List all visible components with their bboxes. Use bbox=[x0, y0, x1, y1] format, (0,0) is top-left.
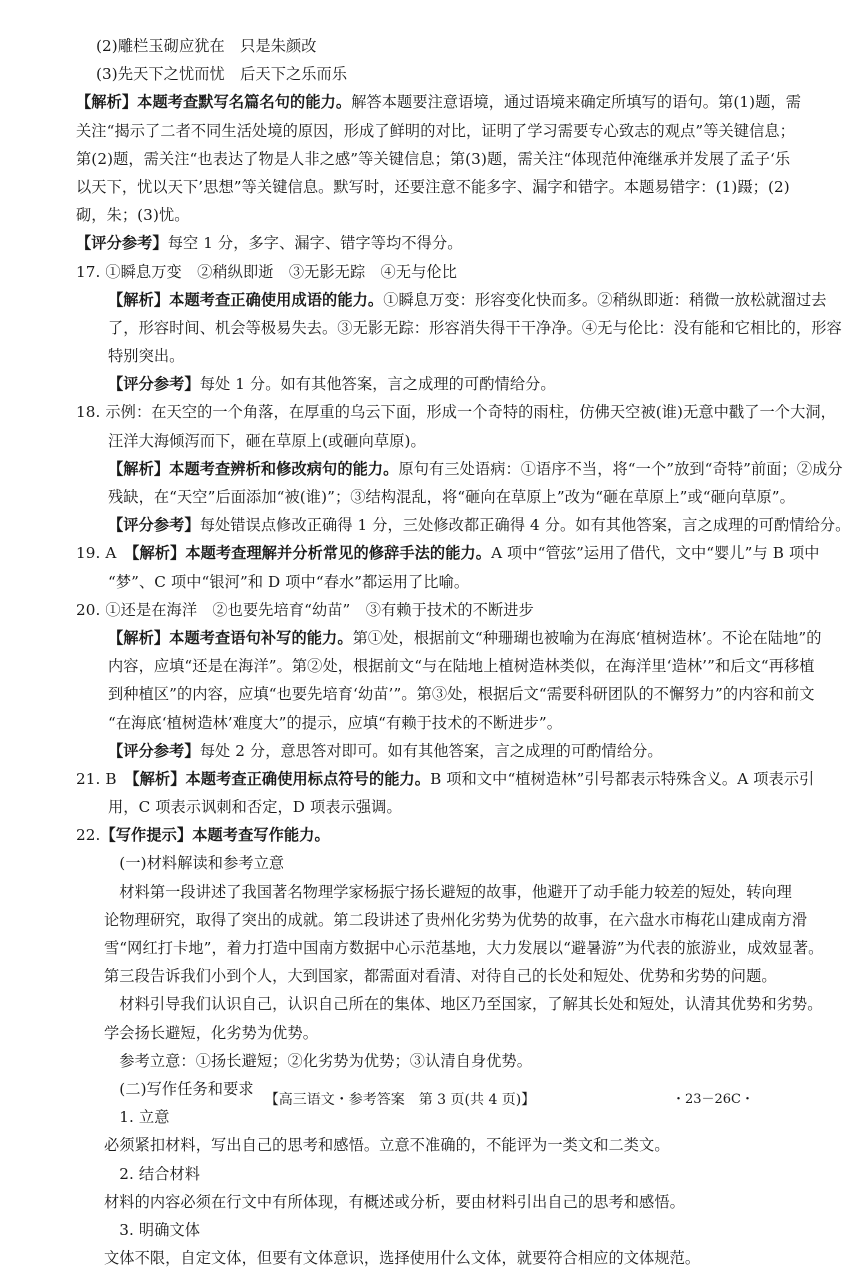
line-text: (一)材料解读和参考立意 bbox=[104, 854, 285, 873]
text-line bbox=[76, 906, 808, 934]
line-text: 材料引导我们认识自己，认识自己所在的集体、地区乃至国家，了解其长处和短处，认清其优势和劣势。 bbox=[104, 995, 823, 1014]
line-tag: 【解析】 bbox=[108, 459, 170, 478]
text-line bbox=[76, 596, 748, 624]
text-line bbox=[76, 173, 790, 201]
line-text: 解答本题要注意语境，通过语境来确定所填写的语句。第(1)题，需 bbox=[351, 93, 802, 112]
text-line bbox=[76, 1216, 748, 1244]
line-text: 汪洋大海倾泻而下，砸在草原上(或砸向草原)。 bbox=[108, 431, 426, 450]
text-line bbox=[76, 849, 748, 877]
line-tag: 【评分参考】 bbox=[108, 516, 200, 535]
line-text: 特别突出。 bbox=[108, 347, 185, 366]
text-line bbox=[76, 1160, 748, 1188]
line-tag: 【评分参考】 bbox=[108, 741, 200, 760]
text-line bbox=[76, 1019, 748, 1047]
text-line bbox=[76, 934, 824, 962]
line-bold: 本题考查辨析和修改病句的能力。 bbox=[169, 459, 399, 478]
text-line bbox=[76, 398, 836, 426]
text-line bbox=[76, 88, 802, 116]
line-text: (二)写作任务和要求 bbox=[104, 1079, 254, 1098]
line-tag: 【解析】 bbox=[108, 290, 170, 309]
line-tag: 【解析】 bbox=[131, 544, 186, 563]
line-text: 关注“揭示了二者不同生活处境的原因，形成了鲜明的对比，证明了学习需要专心致志的观点”等关键信息； bbox=[76, 121, 795, 140]
line-bold: 本题考查正确使用标点符号的能力。 bbox=[185, 769, 431, 788]
line-text: ①瞬息万变：形容变化快而多。②稍纵即逝：稍微一放松就溜过去 bbox=[383, 290, 827, 309]
line-text: 每处错误点修改正确得 1 分，三处修改都正确得 4 分。如有其他答案，言之成理的可酌情给分。 bbox=[199, 516, 850, 535]
line-text: 每空 1 分，多字、漏字、错字等均不得分。 bbox=[167, 234, 463, 253]
text-line bbox=[76, 229, 748, 257]
line-tag: 【解析】 bbox=[108, 628, 170, 647]
line-text: 每处 1 分。如有其他答案，言之成理的可酌情给分。 bbox=[199, 375, 556, 394]
text-line bbox=[76, 737, 748, 765]
line-text: 第(2)题，需关注“也表达了物是人非之感”等关键信息；第(3)题，需关注“体现范仲淹继承并发展了孟子‘乐 bbox=[76, 149, 791, 168]
text-line bbox=[76, 32, 748, 60]
line-text: 参考立意：①扬长避短；②化劣势为优势；③认清自身优势。 bbox=[104, 1051, 533, 1070]
text-line bbox=[76, 539, 820, 567]
text-line bbox=[76, 709, 748, 737]
line-text: 砌，朱；(3)忧。 bbox=[76, 206, 190, 225]
text-line bbox=[76, 652, 815, 680]
line-text: 22. bbox=[76, 826, 101, 845]
line-text: 19. A bbox=[76, 544, 132, 563]
line-text: 18. 示例：在天空的一个角落，在厚重的乌云下面，形成一个奇特的雨柱，仿佛天空被(谁)无意中戳了一个大洞， bbox=[76, 403, 836, 422]
text-line bbox=[76, 793, 748, 821]
line-text: 3. 明确文体 bbox=[104, 1220, 201, 1239]
text-line bbox=[76, 878, 792, 906]
line-text: 了，形容时间、机会等极易失去。③无影无踪：形容消失得干干净净。④无与伦比：没有能和它相比的，形容 bbox=[108, 318, 842, 337]
line-text: “在海底‘植树造林’难度大”的提示，应填“有赖于技术的不断进步”。 bbox=[108, 713, 563, 732]
text-line bbox=[76, 370, 748, 398]
line-tag: 【评分参考】 bbox=[76, 234, 168, 253]
line-text: 用，C 项表示讽刺和否定，D 项表示强调。 bbox=[108, 798, 402, 817]
text-line bbox=[76, 821, 748, 849]
text-line bbox=[76, 314, 842, 342]
line-text: 原句有三处语病：①语序不当，将“一个”放到“奇特”前面；②成分 bbox=[398, 459, 843, 478]
text-line bbox=[76, 117, 795, 145]
text-line bbox=[76, 962, 777, 990]
text-line bbox=[76, 624, 822, 652]
footer-page-info: 【高三语文・参考答案 第 3 页(共 4 页)】 bbox=[264, 1092, 536, 1108]
line-bold: 本题考查默写名篇名句的能力。 bbox=[137, 93, 352, 112]
line-text: 必须紧扣材料，写出自己的思考和感悟。立意不准确的，不能评为一类文和二类文。 bbox=[104, 1136, 670, 1155]
text-line bbox=[76, 1131, 748, 1159]
line-after: A 项中“管弦”运用了借代，文中“婴儿”与 B 项中 bbox=[491, 544, 820, 563]
text-line bbox=[76, 680, 815, 708]
line-text: (3)先天下之忧而忧 后天下之乐而乐 bbox=[96, 65, 348, 84]
line-text: 雪“网红打卡地”，着力打造中国南方数据中心示范基地，大力发展以“避暑游”为代表的旅游业，成效显著。 bbox=[104, 939, 824, 957]
text-line bbox=[76, 427, 748, 455]
text-line bbox=[76, 455, 843, 483]
text-line bbox=[76, 511, 850, 539]
line-text: 第三段告诉我们小到个人，大到国家，都需面对看清、对待自己的长处和短处、优势和劣势的问题。 bbox=[104, 967, 777, 986]
text-line bbox=[76, 60, 748, 88]
line-text: 论物理研究，取得了突出的成就。第二段讲述了贵州化劣势为优势的故事，在六盘水市梅花山建成南方滑 bbox=[104, 910, 808, 929]
text-line bbox=[76, 145, 791, 173]
line-text: (2)雕栏玉砌应犹在 只是朱颜改 bbox=[96, 37, 317, 55]
text-line bbox=[76, 258, 748, 286]
line-text: 材料第一段讲述了我国著名物理学家杨振宁扬长避短的故事，他避开了动手能力较差的短处，转向理 bbox=[104, 882, 792, 901]
line-tag: 【写作提示】 bbox=[100, 826, 193, 845]
line-text: “梦”、C 项中“银河”和 D 项中“春水”都运用了比喻。 bbox=[108, 572, 470, 591]
line-text: 内容，应填“还是在海洋”。第②处，根据前文“与在陆地上植树造林类似，在海洋里‘造林’”和后文“再移植 bbox=[108, 657, 815, 676]
line-bold: 本题考查正确使用成语的能力。 bbox=[169, 290, 384, 309]
text-line bbox=[76, 201, 748, 229]
text-line bbox=[76, 1188, 748, 1216]
text-line bbox=[76, 286, 827, 314]
line-text: 1. 立意 bbox=[104, 1108, 170, 1127]
line-text: 学会扬长避短，化劣势为优势。 bbox=[104, 1023, 319, 1042]
text-line bbox=[76, 1047, 748, 1075]
text-line bbox=[76, 483, 795, 511]
line-text: 17. ①瞬息万变 ②稍纵即逝 ③无影无踪 ④无与伦比 bbox=[76, 262, 457, 281]
footer-doc-code: ・23－26C・ bbox=[671, 1092, 754, 1107]
page-footer bbox=[0, 1086, 800, 1114]
line-text: 21. B bbox=[76, 769, 132, 788]
line-text: 材料的内容必须在行文中有所体现，有概述或分析，要由材料引出自己的思考和感悟。 bbox=[104, 1192, 685, 1211]
line-text: 到种植区”的内容，应填“也要先培育‘幼苗’”。第③处，根据后文“需要科研团队的不懈努力”的内容和前文 bbox=[108, 685, 815, 704]
line-text: 文体不限，自定文体，但要有文体意识，选择使用什么文体，就要符合相应的文体规范。 bbox=[104, 1249, 701, 1268]
line-bold: 本题考查语句补写的能力。 bbox=[169, 628, 353, 647]
line-text: 以天下，忧以天下’思想”等关键信息。默写时，还要注意不能多字、漏字和错字。本题易错字：(1)蹑；(2) bbox=[76, 177, 790, 196]
line-tag: 【评分参考】 bbox=[108, 375, 200, 394]
text-line bbox=[76, 568, 748, 596]
line-after: B 项和文中“植树造林”引号都表示特殊含义。A 项表示引 bbox=[430, 769, 815, 788]
line-text: 残缺，在“天空”后面添加“被(谁)”；③结构混乱，将“砸向在草原上”改为“砸在草原上”或“砸向草原”。 bbox=[108, 488, 795, 506]
text-line bbox=[76, 342, 748, 370]
text-line bbox=[76, 1244, 748, 1272]
line-text: 每处 2 分，意思答对即可。如有其他答案，言之成理的可酌情给分。 bbox=[199, 741, 663, 760]
text-line bbox=[76, 990, 823, 1018]
line-text: 2. 结合材料 bbox=[104, 1164, 201, 1183]
line-tag: 【解析】 bbox=[76, 93, 138, 112]
line-text: 第①处，根据前文“种珊瑚也被喻为在海底‘植树造林’。不论在陆地”的 bbox=[352, 628, 822, 647]
text-line bbox=[76, 765, 815, 793]
line-tag: 【解析】 bbox=[131, 769, 186, 788]
line-bold: 本题考查理解并分析常见的修辞手法的能力。 bbox=[185, 544, 492, 563]
line-bold: 本题考查写作能力。 bbox=[192, 826, 330, 845]
line-text: 20. ①还是在海洋 ②也要先培育“幼苗” ③有赖于技术的不断进步 bbox=[76, 600, 534, 619]
